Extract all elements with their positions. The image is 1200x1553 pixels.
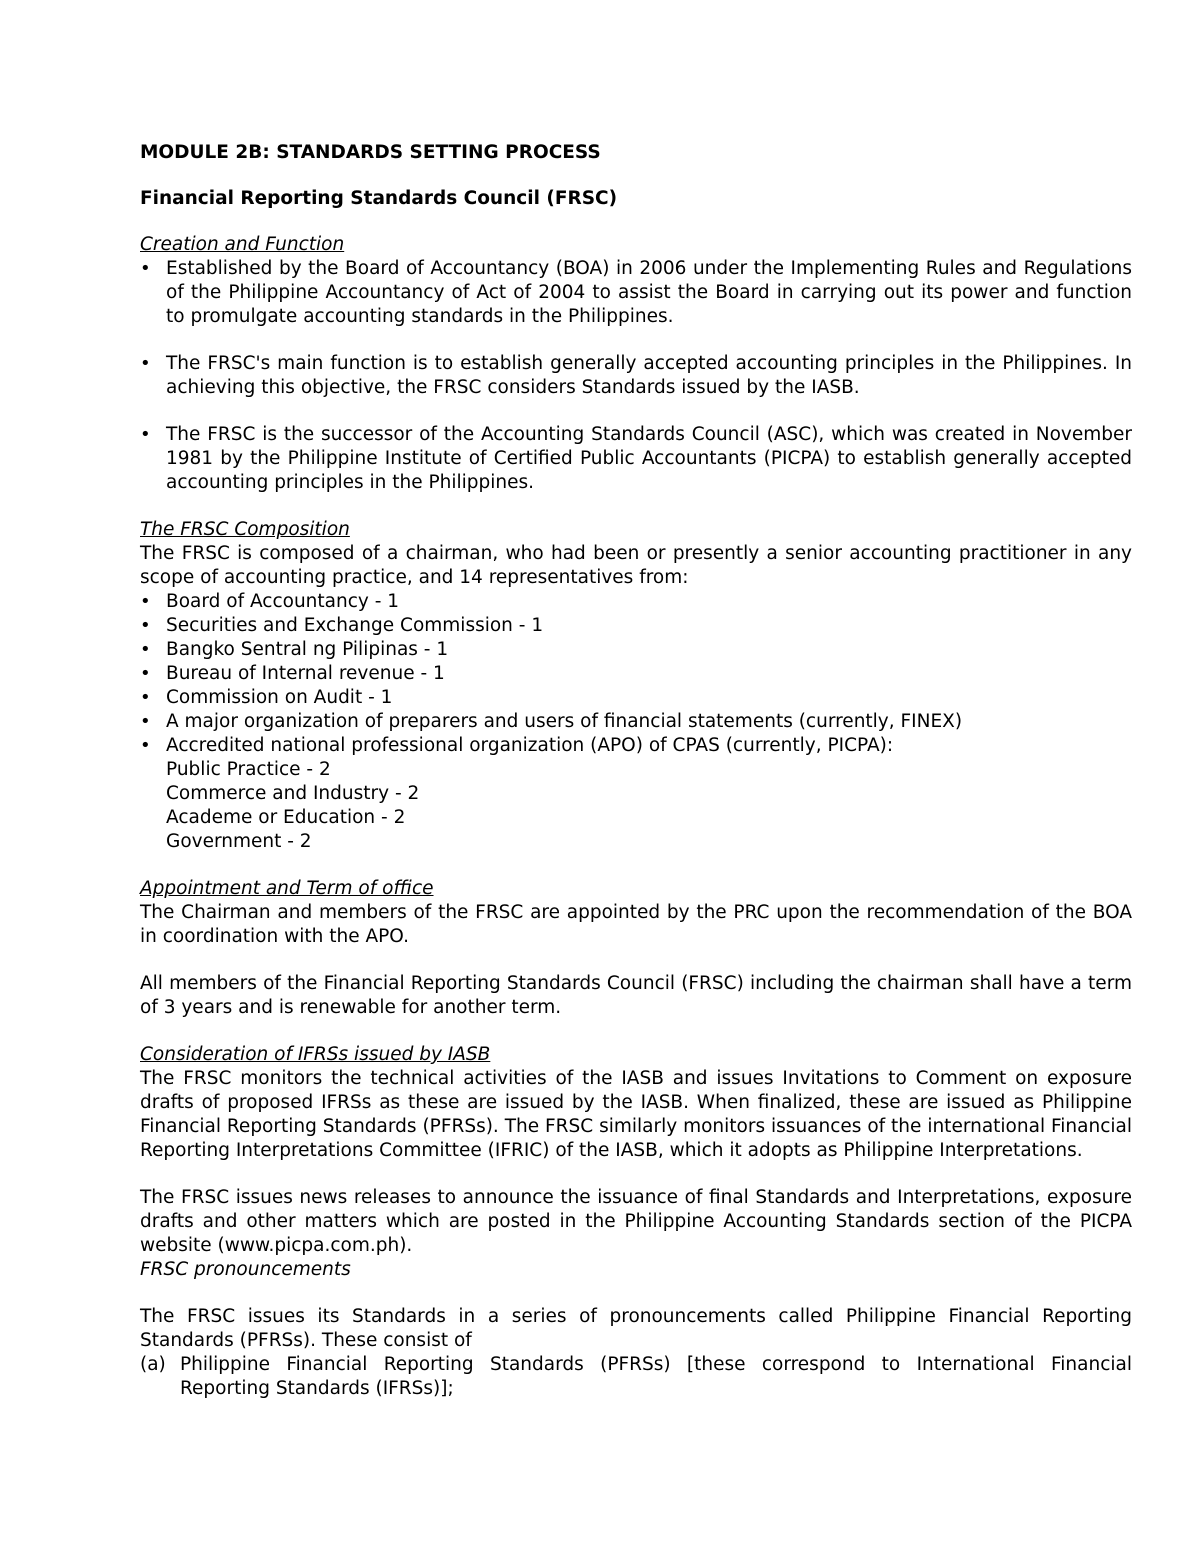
apo-item: Commerce and Industry - 2 — [166, 783, 420, 804]
creation-bullet-list — [140, 257, 1132, 329]
consideration-subheading: Consideration of IFRSs issued by IASB — [140, 1044, 491, 1065]
apo-item: Academe or Education - 2 — [166, 807, 406, 828]
news-releases-paragraph: The FRSC issues news releases to announce the issuance of final Standards and Interpretations, exposure drafts and other matters which are posted in the Philippine Accounting Standards section of the PICPA website (www.picpa.com.ph). — [140, 1187, 1132, 1256]
document-content — [140, 141, 1132, 1401]
consideration-paragraph: The FRSC monitors the technical activities of the IASB and issues Invitations to Comment on exposure drafts of proposed IFRSs as these are issued by the IASB. When finalized, these are issued as Philippine Financial Reporting Standards (PFRSs). The FRSC similarly monitors issuances of the international Financial Reporting Interpretations Committee (IFRIC) of the IASB, which it adopts as Philippine Interpretations. — [140, 1068, 1132, 1161]
creation-bullet: • Established by the Board of Accountancy (BOA) in 2006 under the Implementing Rules and Regulations of the Philippine Accountancy of Act of 2004 to assist the Board in carrying out its power and function to promulgate accounting standards in the Philippines. — [140, 257, 1132, 329]
apo-item: Government - 2 — [166, 831, 312, 852]
term-paragraph: All members of the Financial Reporting Standards Council (FRSC) including the chairman shall have a term of 3 years and is renewable for another term. — [140, 973, 1132, 1018]
representatives-list — [140, 590, 1132, 758]
representative-item: • Bureau of Internal revenue - 1 — [140, 662, 1132, 686]
section-heading: Financial Reporting Standards Council (FRSC) — [140, 188, 618, 209]
representative-item: • Securities and Exchange Commission - 1 — [140, 614, 1132, 638]
composition-subheading: The FRSC Composition — [140, 519, 350, 540]
creation-bullet: • The FRSC's main function is to establish generally accepted accounting principles in the Philippines. In achieving this objective, the FRSC considers Standards issued by the IASB. — [140, 352, 1132, 400]
representative-item: • Accredited national professional organization (APO) of CPAS (currently, PICPA): — [140, 734, 1132, 758]
pronouncement-item-label: (a) — [140, 1354, 166, 1375]
creation-subheading: Creation and Function — [140, 234, 345, 255]
representative-item: • Bangko Sentral ng Pilipinas - 1 — [140, 638, 1132, 662]
apo-item: Public Practice - 2 — [166, 759, 331, 780]
pronouncements-intro: The FRSC issues its Standards in a series of pronouncements called Philippine Financial Reporting Standards (PFRSs). These consist of — [140, 1306, 1132, 1351]
representative-item: • Board of Accountancy - 1 — [140, 590, 1132, 614]
pronouncements-subheading: FRSC pronouncements — [140, 1259, 351, 1280]
creation-bullet-list — [140, 423, 1132, 495]
module-title: MODULE 2B: STANDARDS SETTING PROCESS — [140, 142, 601, 163]
appointment-paragraph: The Chairman and members of the FRSC are appointed by the PRC upon the recommendation of the BOA in coordination with the APO. — [140, 902, 1132, 947]
appointment-subheading: Appointment and Term of office — [140, 878, 434, 899]
pronouncement-item — [140, 1353, 1132, 1401]
pronouncement-item-text: Philippine Financial Reporting Standards (PFRSs) [these correspond to International Financial Reporting Standards (IFRSs)]; — [180, 1354, 1132, 1399]
creation-bullet-list — [140, 352, 1132, 400]
representative-item: • A major organization of preparers and users of financial statements (currently, FINEX) — [140, 710, 1132, 734]
apo-items — [140, 758, 1132, 854]
creation-bullet: • The FRSC is the successor of the Accounting Standards Council (ASC), which was created in November 1981 by the Philippine Institute of Certified Public Accountants (PICPA) to establish generally accepted accounting principles in the Philippines. — [140, 423, 1132, 495]
representative-item: • Commission on Audit - 1 — [140, 686, 1132, 710]
composition-intro: The FRSC is composed of a chairman, who had been or presently a senior accounting practitioner in any scope of accounting practice, and 14 representatives from: — [140, 543, 1132, 588]
